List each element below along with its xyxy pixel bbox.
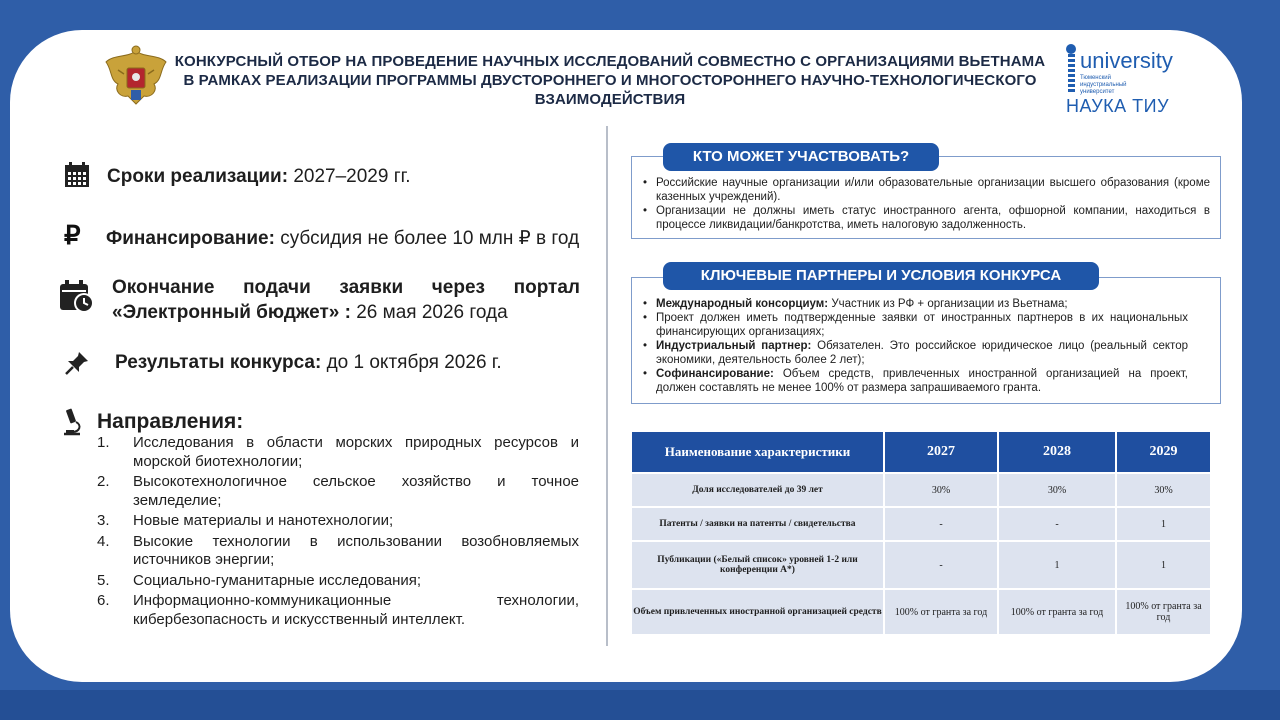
bottom-band [0,690,1280,720]
indicators-table [630,430,1212,636]
logo-mark-icon [1066,44,1076,54]
deadline-row [112,275,580,325]
directions-list [97,434,579,629]
calendar-clock-icon [59,280,95,314]
list-item: • Международный консорциум: Участник из РФ + организации из Вьетнама; [640,297,1188,311]
page-title: КОНКУРСНЫЙ ОТБОР НА ПРОВЕДЕНИЕ НАУЧНЫХ ИССЛЕДОВАНИЙ СОВМЕСТНО С ОРГАНИЗАЦИЯМИ ВЬЕТНАМА В РАМКАХ РЕАЛИЗАЦИИ ПРОГРАММЫ ДВУСТОРОННЕГО И МНОГОСТОРОННЕГО НАУЧНО-ТЕХНОЛОГИЧЕСКОГО ВЗАИМОДЕЙСТВИЯ [174,53,1046,108]
period-label: Сроки реализации: [107,166,289,187]
table-cell: 30% [998,473,1116,507]
university-logo [1062,44,1182,119]
table-cell: 1 [1116,507,1211,541]
table-cell: - [998,507,1116,541]
table-cell: 100% от гранта за год [1116,589,1211,635]
table-cell: Доля исследователей до 39 лет [631,473,884,507]
list-item: 2. Высокотехнологичное сельское хозяйство и точное земледелие; [97,473,579,509]
table-header-row [631,431,1211,473]
period-value: 2027–2029 гг. [293,166,411,187]
list-item: 5. Социально-гуманитарные исследования; [97,571,422,589]
table-cell: Патенты / заявки на патенты / свидетельства [631,507,884,541]
ruble-icon: ₽ [64,220,81,250]
partners-list [640,297,1188,395]
table-row [631,507,1211,541]
list-item: 1. Исследования в области морских природных ресурсов и морской биотехнологии; [97,434,579,470]
directions-title: Направления: [97,410,244,433]
list-item: • Индустриальный партнер: Обязателен. Это российское юридическое лицо (реальный сектор экономики, деятельность более 2 лет); [640,339,1188,367]
results-label: Результаты конкурса: [115,352,322,373]
table-header: 2028 [998,431,1116,473]
calendar-icon [64,162,90,188]
period-row [107,166,411,188]
table-row [631,473,1211,507]
table-cell: 30% [1116,473,1211,507]
who-list [640,176,1210,232]
logo-subtitle: Тюменский индустриальный университет [1080,75,1127,95]
table-header: 2029 [1116,431,1211,473]
pin-icon [64,350,90,376]
table-cell: 1 [998,541,1116,589]
table-cell: Публикации («Белый список» уровней 1-2 или конференции A*) [631,541,884,589]
logo-bars-icon [1068,54,1075,94]
logo-brand: university [1080,48,1173,73]
deadline-value: 26 мая 2026 года [356,302,508,323]
list-item: • Софинансирование: Объем средств, привлеченных иностранной организацией на проект, должен составлять не менее 100% от размера запрашиваемого гранта. [640,367,1188,395]
table-header: Наименование характеристики [631,431,884,473]
table-cell: - [884,507,998,541]
microscope-icon [60,408,84,436]
list-item: 6. Информационно-коммуникационные технологии, кибербезопасность и искусственный интеллект. [97,592,579,628]
list-item: 4. Высокие технологии в использовании возобновляемых источников энергии; [97,532,579,568]
funding-value: субсидия не более 10 млн ₽ в год [280,228,580,249]
list-item: • Российские научные организации и/или образовательные организации высшего образования (кроме казенных учреждений). [640,176,1210,204]
list-item: • Проект должен иметь подтвержденные заявки от иностранных партнеров в их национальных финансирующих организациях; [640,311,1188,339]
table-cell: Объем привлеченных иностранной организацией средств [631,589,884,635]
who-title: КТО МОЖЕТ УЧАСТВОВАТЬ? [663,143,939,171]
results-row [115,352,502,374]
table-header: 2027 [884,431,998,473]
list-item: 3. Новые материалы и нанотехнологии; [97,512,394,529]
deadline-label: Окончание подачи заявки через портал «Электронный бюджет» : [112,277,580,323]
table-row [631,589,1211,635]
table-cell: 100% от гранта за год [884,589,998,635]
logo-tagline: НАУКА ТИУ [1066,96,1170,116]
partners-title: КЛЮЧЕВЫЕ ПАРТНЕРЫ И УСЛОВИЯ КОНКУРСА [663,262,1099,290]
results-value: до 1 октября 2026 г. [326,352,502,373]
column-divider [606,126,608,646]
table-cell: 1 [1116,541,1211,589]
table-cell: 30% [884,473,998,507]
table-cell: - [884,541,998,589]
list-item: • Организации не должны иметь статус иностранного агента, офшорной компании, находиться в процессе ликвидации/банкротства, иметь налоговую задолженность. [640,204,1210,232]
funding-label: Финансирование: [106,228,275,249]
table-cell: 100% от гранта за год [998,589,1116,635]
funding-row [106,227,579,250]
emblem-icon [100,40,172,112]
table-row [631,541,1211,589]
